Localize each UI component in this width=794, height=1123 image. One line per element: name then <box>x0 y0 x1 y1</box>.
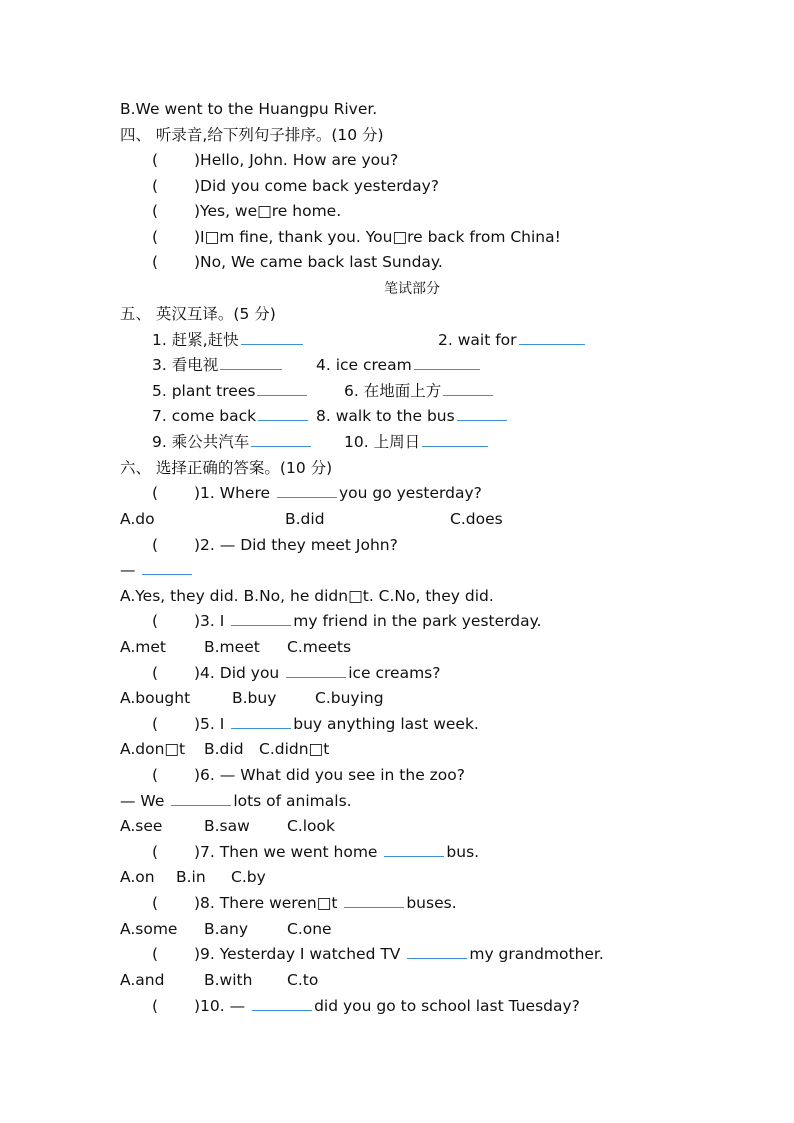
option-a[interactable]: A.see <box>120 817 163 835</box>
question-8 <box>152 893 457 913</box>
option-b[interactable]: B.did <box>285 510 325 528</box>
answer-paren[interactable]: ( <box>152 228 159 246</box>
option-c[interactable]: C.to <box>287 971 319 989</box>
answer-paren[interactable]: ( <box>152 843 159 861</box>
answer-paren[interactable]: ( <box>152 766 159 784</box>
option-c[interactable]: C.buying <box>315 689 384 707</box>
question-text: )8. There weren□t <box>194 894 343 912</box>
option-b[interactable]: B.saw <box>204 817 250 835</box>
section-4-heading: 四、 听录音,给下列句子排序。(10 分) <box>120 126 384 144</box>
question-4 <box>152 663 440 683</box>
option-a[interactable]: A.and <box>120 971 165 989</box>
answer-blank[interactable] <box>142 560 192 575</box>
option-a[interactable]: A.some <box>120 920 178 938</box>
ordering-item <box>152 227 561 247</box>
question-text: )5. I <box>194 715 230 733</box>
item-text: )I□m fine, thank you. You□re back from China! <box>194 228 561 246</box>
option-c[interactable]: C.does <box>450 510 503 528</box>
translation-item <box>152 381 309 401</box>
item-text: 1. 赶紧,赶快 <box>152 331 239 349</box>
item-text: 3. 看电视 <box>152 356 219 374</box>
option-c[interactable]: C.by <box>231 868 266 886</box>
option-b[interactable]: B.buy <box>232 689 277 707</box>
option-c[interactable]: C.look <box>287 817 335 835</box>
item-text: 5. plant trees <box>152 382 256 400</box>
option-a[interactable]: A.on <box>120 868 155 886</box>
translation-item <box>152 432 313 452</box>
question-text: )4. Did you <box>194 664 285 682</box>
answer-blank[interactable] <box>258 406 308 421</box>
question-9 <box>152 944 604 964</box>
answer-blank[interactable] <box>519 330 585 345</box>
question-text: )10. — <box>194 997 251 1015</box>
answer-paren[interactable]: ( <box>152 151 159 169</box>
answer-blank[interactable] <box>457 406 507 421</box>
item-text: 4. ice cream <box>316 356 412 374</box>
dash: — <box>120 561 136 579</box>
answer-blank[interactable] <box>384 842 444 857</box>
question-text: )6. — What did you see in the zoo? <box>194 766 465 784</box>
question-text: you go yesterday? <box>338 484 482 502</box>
answer-paren[interactable]: ( <box>152 253 159 271</box>
question-text: buses. <box>406 894 457 912</box>
question-text: — We <box>120 792 170 810</box>
question-text: my friend in the park yesterday. <box>293 612 542 630</box>
question-5 <box>152 714 479 734</box>
ordering-item <box>152 176 439 196</box>
option-b[interactable]: B.did <box>204 740 244 758</box>
answer-line <box>120 560 194 580</box>
question-10 <box>152 996 580 1016</box>
section-6-heading: 六、 选择正确的答案。(10 分) <box>120 459 333 477</box>
option-c[interactable]: C.one <box>287 920 332 938</box>
option-b[interactable]: B.meet <box>204 638 260 656</box>
item-text: )Hello, John. How are you? <box>194 151 399 169</box>
item-text: 9. 乘公共汽车 <box>152 433 250 451</box>
answer-paren[interactable]: ( <box>152 997 159 1015</box>
item-text: )Did you come back yesterday? <box>194 177 440 195</box>
ordering-item <box>152 201 341 221</box>
answer-line <box>120 791 352 811</box>
answer-blank[interactable] <box>443 381 493 396</box>
translation-item <box>152 406 310 426</box>
option-a[interactable]: A.do <box>120 510 155 528</box>
question-7 <box>152 842 479 862</box>
answer-blank[interactable] <box>231 611 291 626</box>
answer-blank[interactable] <box>344 893 404 908</box>
answer-paren[interactable]: ( <box>152 484 159 502</box>
question-text: bus. <box>446 843 480 861</box>
answer-blank[interactable] <box>257 381 307 396</box>
question-text: ice creams? <box>348 664 441 682</box>
options-row: A.Yes, they did. B.No, he didn□t. C.No, they did. <box>120 587 494 605</box>
answer-paren[interactable]: ( <box>152 612 159 630</box>
option-a[interactable]: A.don□t <box>120 740 186 758</box>
translation-item <box>344 432 490 452</box>
option-c[interactable]: C.meets <box>287 638 352 656</box>
translation-item <box>438 330 587 350</box>
question-text: did you go to school last Tuesday? <box>314 997 580 1015</box>
answer-blank[interactable] <box>414 355 480 370</box>
answer-paren[interactable]: ( <box>152 945 159 963</box>
item-text: 2. wait for <box>438 331 517 349</box>
answer-blank[interactable] <box>407 944 467 959</box>
ordering-item <box>152 252 443 272</box>
answer-blank[interactable] <box>252 996 312 1011</box>
item-text: 6. 在地面上方 <box>344 382 442 400</box>
item-text: 8. walk to the bus <box>316 407 455 425</box>
question-text: )2. — Did they meet John? <box>194 536 398 554</box>
answer-paren[interactable]: ( <box>152 536 159 554</box>
option-b[interactable]: B.any <box>204 920 249 938</box>
answer-paren[interactable]: ( <box>152 715 159 733</box>
question-2 <box>152 535 398 555</box>
ordering-item <box>152 150 398 170</box>
answer-paren[interactable]: ( <box>152 894 159 912</box>
option-a[interactable]: A.met <box>120 638 166 656</box>
option-b[interactable]: B.in <box>176 868 206 886</box>
answer-blank[interactable] <box>286 663 346 678</box>
answer-option-line: B.We went to the Huangpu River. <box>120 100 378 118</box>
question-1 <box>152 483 482 503</box>
answer-blank[interactable] <box>171 791 231 806</box>
item-text: 7. come back <box>152 407 257 425</box>
question-text: buy anything last week. <box>293 715 479 733</box>
translation-item <box>344 381 495 401</box>
item-text: )No, We came back last Sunday. <box>194 253 443 271</box>
question-text: )1. Where <box>194 484 275 502</box>
option-a[interactable]: A.bought <box>120 689 191 707</box>
question-text: lots of animals. <box>233 792 352 810</box>
question-text: )9. Yesterday I watched TV <box>194 945 406 963</box>
item-text: )Yes, we□re home. <box>194 202 342 220</box>
answer-blank[interactable] <box>220 355 282 370</box>
translation-item <box>316 355 482 375</box>
answer-blank[interactable] <box>251 432 311 447</box>
answer-paren[interactable]: ( <box>152 177 159 195</box>
answer-blank[interactable] <box>422 432 488 447</box>
section-5-heading: 五、 英汉互译。(5 分) <box>120 305 276 323</box>
answer-blank[interactable] <box>241 330 303 345</box>
answer-blank[interactable] <box>277 483 337 498</box>
answer-paren[interactable]: ( <box>152 664 159 682</box>
answer-blank[interactable] <box>231 714 291 729</box>
translation-item <box>152 330 305 350</box>
question-6 <box>152 765 465 785</box>
question-3 <box>152 611 542 631</box>
translation-item <box>316 406 509 426</box>
translation-item <box>152 355 284 375</box>
option-c[interactable]: C.didn□t <box>259 740 330 758</box>
item-text: 10. 上周日 <box>344 433 421 451</box>
question-text: )3. I <box>194 612 230 630</box>
written-part-title: 笔试部分 <box>384 281 440 297</box>
question-text: my grandmother. <box>469 945 604 963</box>
question-text: )7. Then we went home <box>194 843 383 861</box>
option-b[interactable]: B.with <box>204 971 253 989</box>
answer-paren[interactable]: ( <box>152 202 159 220</box>
